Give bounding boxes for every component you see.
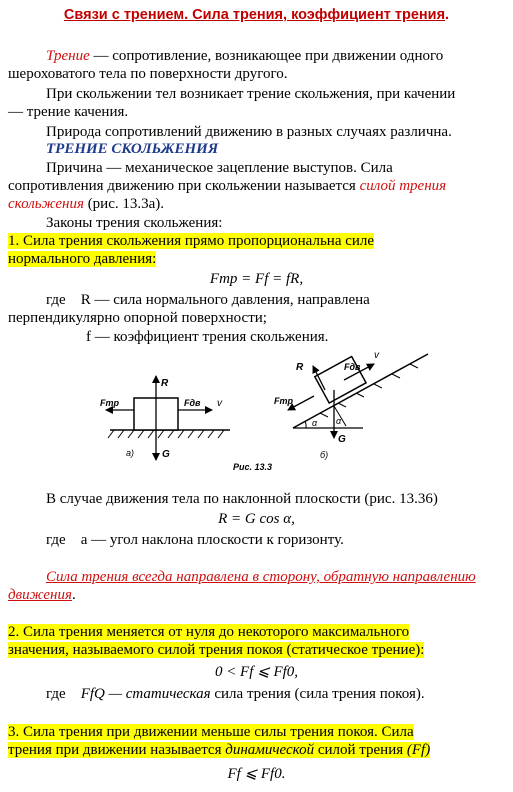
label-Fdv-b: Fдв: [344, 362, 361, 372]
law3-line2-highlight: [8, 742, 430, 758]
law2-line1-text: 2. Сила трения меняется от нуля до некоторого максимального: [8, 624, 410, 640]
law2-static-word: статическая: [125, 686, 211, 702]
law3-formula: Ff ⩽ Ff0.: [227, 766, 286, 782]
para3: Природа сопротивлений движению в разных случаях различна.: [46, 124, 452, 140]
label-part-b: б): [320, 450, 329, 460]
law2-formula: 0 < Ff ⩽ Ff0,: [214, 664, 299, 680]
term-sliding: скольжения: [8, 196, 84, 212]
law1-where2: f — коэффициент трения скольжения.: [86, 329, 329, 345]
law1-line2: [8, 251, 156, 268]
where-label-2: где: [46, 532, 66, 548]
law2-line2-text: значения, называемого силой трения покоя (статическое трение):: [8, 642, 425, 658]
para1-rest: — сопротивление, возникающее при движении одного: [89, 48, 444, 64]
label-part-a: а): [126, 448, 135, 458]
figure-13-3: [88, 350, 433, 478]
law2-line2: [8, 642, 424, 659]
direction-note-tail: .: [71, 587, 76, 603]
label-v-b: v: [374, 350, 379, 361]
law3-line2: [8, 742, 430, 759]
label-Ftr-b: Fтр: [274, 396, 293, 406]
where1-text: R — сила нормального давления, направлена: [80, 292, 370, 308]
angle-arc-1: [305, 421, 306, 428]
label-alpha-1: α: [312, 418, 318, 428]
figure-part-a: [100, 376, 272, 472]
law3-line2-a: трения при движении называется: [8, 742, 226, 758]
direction-note-line1: Сила трения всегда направлена в сторону, обратную направлению: [46, 569, 476, 585]
law3-line1-text: 3. Сила трения при движении меньше силы трения покоя. Сила: [8, 724, 414, 740]
title-period: .: [445, 7, 450, 23]
label-v-a: v: [217, 398, 222, 409]
term-sliding-friction-force: силой трения: [359, 178, 447, 194]
ground-hatching: [108, 430, 224, 438]
where-label-3: где: [46, 686, 66, 702]
law1-line1: [8, 233, 374, 250]
law2-where: [46, 686, 425, 703]
para2-line1: При скольжении тел возникает трение скольжения, при качении: [46, 86, 456, 102]
label-R-b: R: [296, 362, 304, 373]
law3-symbol: (Ff): [406, 742, 431, 758]
incline-where: [46, 532, 344, 549]
law1-line2-text: нормального давления:: [8, 251, 157, 267]
law1-line1-text: 1. Сила трения скольжения прямо пропорциональна силе: [8, 233, 375, 249]
term-friction: Трение: [46, 48, 90, 64]
law3-dynamic-word: динамической: [225, 742, 315, 758]
para4-line2: [8, 178, 446, 195]
incline-where-text: a — угол наклона плоскости к горизонту.: [80, 532, 344, 548]
label-R-a: R: [161, 378, 169, 389]
incline-line1: В случае движения тела по наклонной плоскости (рис. 13.36): [46, 491, 438, 507]
para1-line2: шероховатого тела по поверхности другого.: [8, 66, 288, 82]
page-title: [0, 7, 513, 23]
para4-line3: [8, 196, 164, 213]
direction-note-line2: [8, 587, 76, 604]
label-Fdv-a: Fдв: [184, 398, 201, 408]
para2-line2: — трение качения.: [8, 104, 129, 120]
para4-line3-rest: (рис. 13.3а).: [83, 196, 165, 212]
law2-line1: [8, 624, 409, 641]
direction-note-word: движения: [8, 587, 72, 603]
label-G-a: G: [162, 449, 170, 460]
law3-line1: [8, 724, 414, 741]
incline-line: [293, 354, 428, 428]
law3-line2-c: силой трения: [314, 742, 407, 758]
law1-where1: [46, 292, 370, 309]
law2-where-rest: сила трения (сила трения покоя).: [210, 686, 425, 702]
law1-formula: Fтр = Ff = fR,: [209, 271, 304, 287]
label-G-b: G: [338, 434, 346, 445]
law1-where1-line2: перпендикулярно опорной поверхности;: [8, 310, 267, 326]
para4-line2-text: сопротивления движению при скольжении называется: [8, 178, 360, 194]
figure-caption: Рис. 13.3: [233, 462, 273, 472]
section-heading: ТРЕНИЕ СКОЛЬЖЕНИЯ: [46, 141, 219, 157]
figure-part-b: [274, 350, 428, 460]
para1-line1: [46, 48, 443, 65]
title-text: Связи с трением. Сила трения, коэффициент трения: [63, 7, 446, 23]
where-label: где: [46, 292, 66, 308]
label-alpha-2: α: [336, 416, 342, 426]
para4-line1: Причина — механическое зацепление выступов. Сила: [46, 160, 393, 176]
law2-symbol: FfQ —: [80, 686, 126, 702]
label-Ftr-a: Fтр: [100, 398, 119, 408]
laws-heading: Законы трения скольжения:: [46, 215, 223, 231]
incline-formula: R = G cos α,: [218, 511, 295, 527]
